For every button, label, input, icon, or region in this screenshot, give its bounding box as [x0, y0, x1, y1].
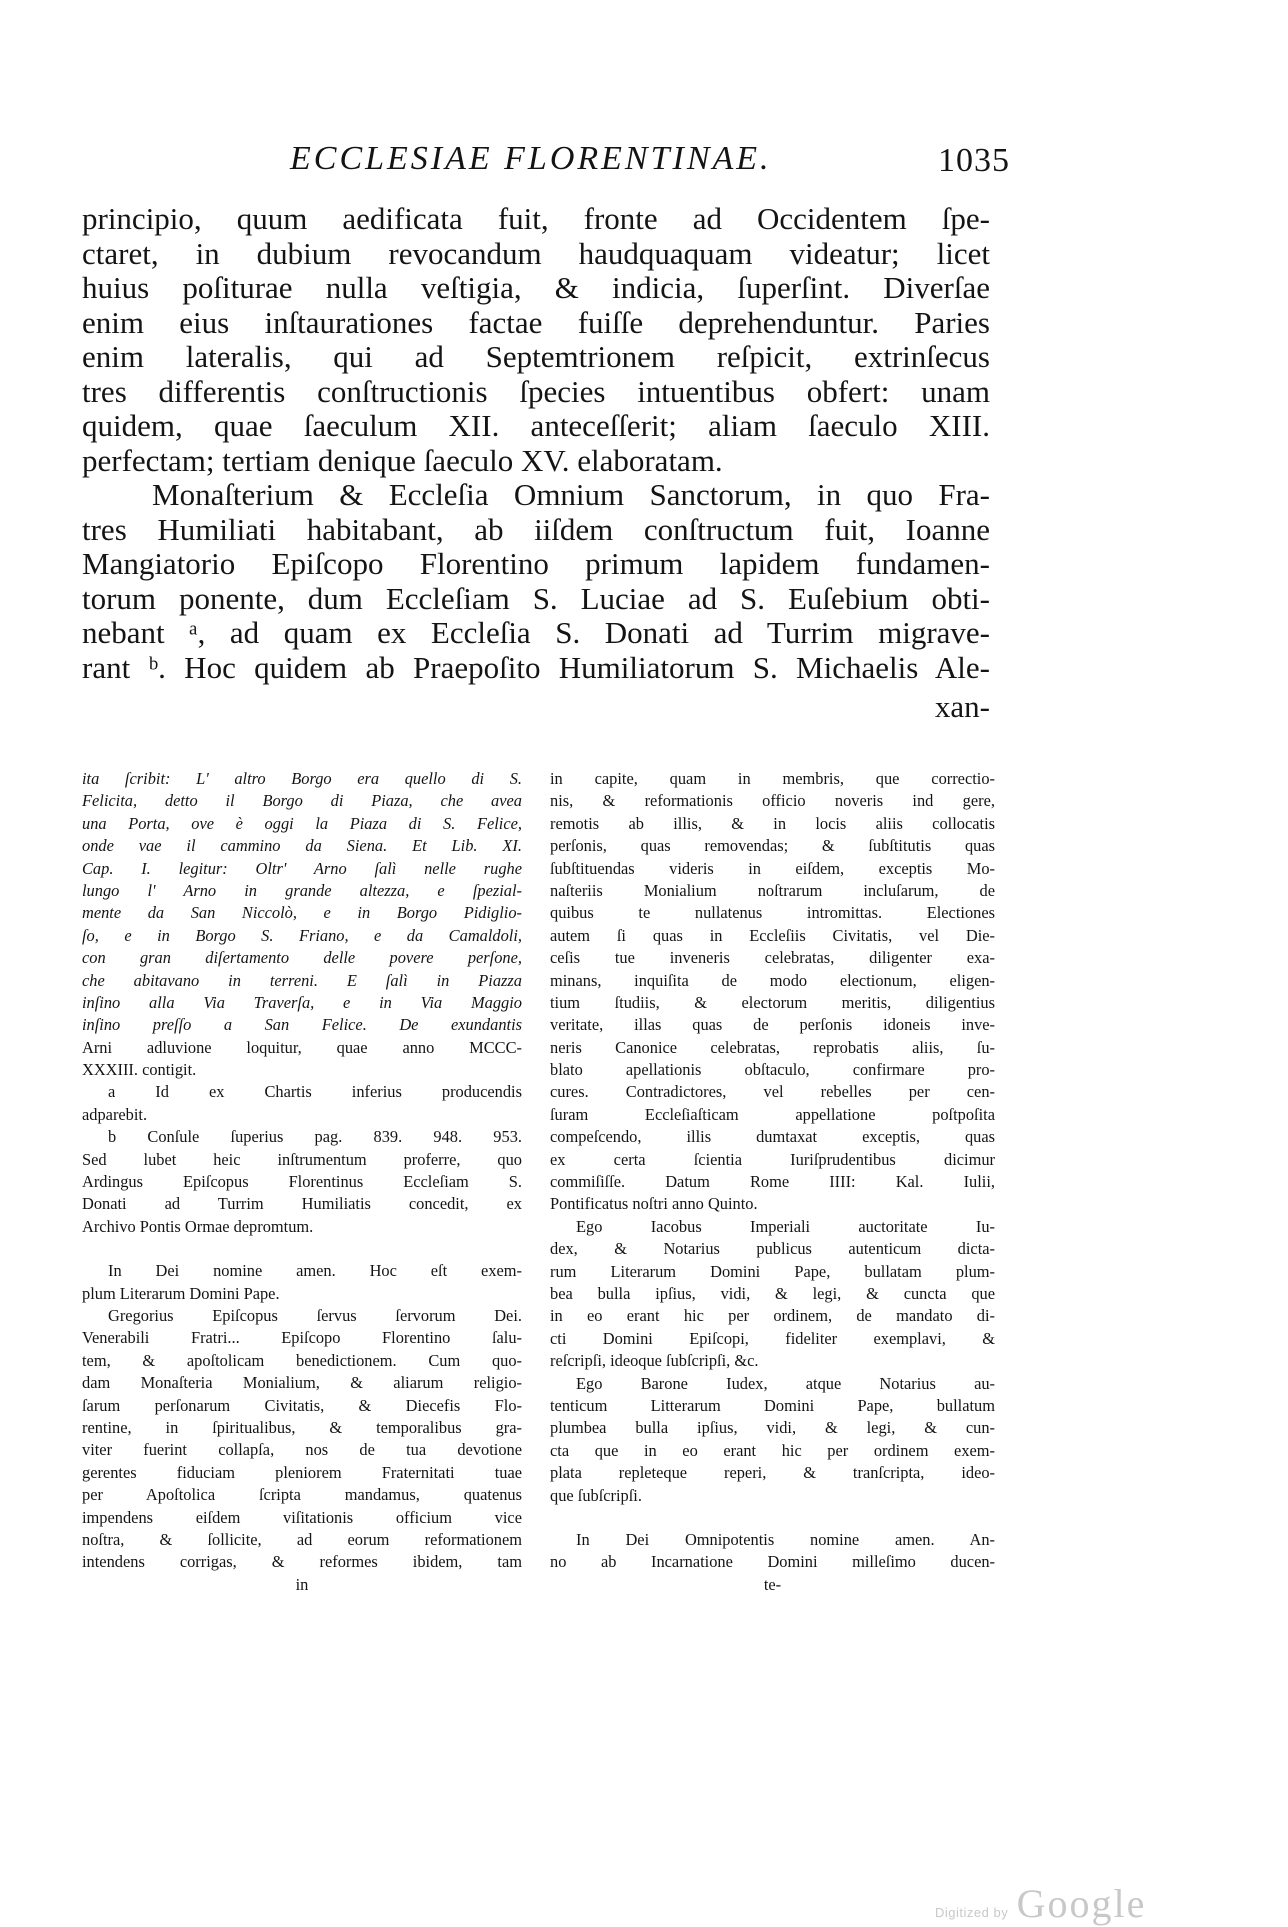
footnote-line: impendens eiſdem viſitationis officium vice — [82, 1507, 522, 1527]
footnote-line: commiſiſſe. Datum Rome IIII: Kal. Iulii, — [550, 1172, 995, 1192]
footnote-line: ſarum perſonarum Civitatis, & Diecefis Flo- — [82, 1395, 522, 1415]
footnote-line: quibus te nullatenus intromittas. Electiones — [550, 903, 995, 923]
paragraph-gap — [550, 1507, 995, 1529]
footnote-line: plata repleteque reperi, & tranſcripta, ideo- — [550, 1463, 995, 1483]
running-head — [290, 140, 1010, 192]
footnote-line: dam Monaſteria Monialium, & aliarum religio- — [82, 1373, 522, 1393]
main-text-line: rant ᵇ. Hoc quidem ab Praepoſito Humiliatorum S. Michaelis Ale- — [82, 650, 990, 685]
main-text-line: tres differentis conſtructionis ſpecies intuentibus obfert: unam — [82, 374, 990, 409]
footnote-b: b Conſule ſuperius pag. 839. 948. 953. — [108, 1127, 522, 1147]
footnote-line: Ardingus Epiſcopus Florentinus Eccleſiam S. — [82, 1172, 522, 1192]
footnote-line: adparebit. — [82, 1104, 148, 1124]
footnote-line: bea bulla ipſius, vidi, & legi, & cuncta que — [550, 1283, 995, 1303]
footnote-line: rum Literarum Domini Pape, bullatam plum- — [550, 1261, 995, 1281]
footnote-line: nis, & reformationis officio noveris ind gere, — [550, 791, 995, 811]
footnote-line: ceſis tue inveneris celebratas, diligenter exa- — [550, 948, 995, 968]
footnote-line: in eo erant hic per ordinem, de mandato di- — [550, 1306, 995, 1326]
main-text-line: Mangiatorio Epiſcopo Florentino primum lapidem fundamen- — [82, 547, 990, 581]
footnote-line: una Porta, ove è oggi la Piaza di S. Felice, — [82, 813, 522, 833]
footnote-line: Archivo Pontis Ormae depromtum. — [82, 1216, 314, 1236]
footnote-line: inſino preſſo a San Felice. De exundantis — [82, 1015, 522, 1035]
main-text-line: huius poſiturae nulla veſtigia, & indicia, ſuperſint. Diverſae — [82, 271, 990, 305]
main-text-block — [82, 202, 990, 685]
footnote-line: ſubſtituendas videris in eiſdem, exceptis Mo- — [550, 858, 995, 878]
main-text-line: tres Humiliati habitabant, ab iiſdem conſtructum fuit, Ioanne — [82, 512, 990, 547]
page-number: 1035 — [938, 142, 1010, 179]
footnotes-right-column — [550, 768, 995, 1596]
footnote-line: che abitavano in terreni. E ſalì in Piazza — [82, 970, 522, 990]
footnote-line: gerentes fiduciam pleniorem Fraternitati tuae — [82, 1462, 522, 1482]
footnote-line: plumbea bulla ipſius, vidi, & legi, & cun- — [550, 1418, 995, 1438]
column-catchword: in — [295, 1574, 309, 1594]
footnote-line: cures. Contradictores, vel rebelles per cen- — [550, 1082, 995, 1102]
footnote-line: rentine, in ſpiritualibus, & temporalibus gra- — [82, 1417, 522, 1437]
footnote-line: remotis ab illis, & in locis aliis collocatis — [550, 813, 995, 833]
footnote-line: noſtra, & ſollicite, ad eorum reformationem — [82, 1529, 522, 1549]
footnote-line: In Dei Omnipotentis nomine amen. An- — [576, 1529, 995, 1549]
footnote-line: compeſcendo, illis dumtaxat exceptis, quas — [550, 1127, 995, 1147]
footnote-line: In Dei nomine amen. Hoc eſt exem- — [108, 1261, 522, 1281]
footnote-line: ex certa ſcientia Iuriſprudentibus dicimur — [550, 1149, 995, 1169]
footnote-line: onde vae il cammino da Siena. Et Lib. XI. — [82, 836, 522, 856]
footnote-line: plum Literarum Domini Pape. — [82, 1283, 280, 1303]
footnote-line: viter fuerint collapſa, nos de tua devotione — [82, 1440, 522, 1460]
footnote-line: dex, & Notarius publicus autenticum dicta- — [550, 1239, 995, 1259]
footnote-line: ſo, e in Borgo S. Friano, e da Camaldoli, — [82, 925, 522, 945]
footnote-line: con gran diſertamento delle povere perſone, — [82, 948, 522, 968]
footnote-line: perſonis, quas removendas; & ſubſtitutis quas — [550, 836, 995, 856]
footnotes-left-column — [82, 768, 522, 1596]
footnote-line: intendens corrigas, & reformes ibidem, tam — [82, 1552, 522, 1572]
footnote-line: tium ſtudiis, & electorum meritis, diligentius — [550, 992, 995, 1012]
footnote-line: per Apoſtolica ſcripta mandamus, quatenus — [82, 1485, 522, 1505]
footnote-line: cta que in eo erant hic per ordinem exem- — [550, 1440, 995, 1460]
footnote-a: a Id ex Chartis inferius producendis — [108, 1082, 522, 1102]
main-text-line: nebant ᵃ, ad quam ex Eccleſia S. Donati ad Turrim migrave- — [82, 616, 990, 650]
footnote-line: Pontificatus noſtri anno Quinto. — [550, 1194, 758, 1214]
digitized-watermark — [935, 1880, 1146, 1927]
footnote-line: neris Canonice celebratas, reprobatis aliis, ſu- — [550, 1037, 995, 1057]
footnote-line: Ego Iacobus Imperiali auctoritate Iu- — [576, 1216, 995, 1236]
footnote-line: ſuram Eccleſiaſticam appellatione poſtpoſita — [550, 1104, 995, 1124]
main-text-line: principio, quum aedificata fuit, fronte ad Occidentem ſpe- — [82, 202, 990, 236]
footnote-line: veritate, illas quas de perſonis idoneis inve- — [550, 1015, 995, 1035]
main-text-line: perfectam; tertiam denique ſaeculo XV. elaboratam. — [82, 443, 723, 478]
footnote-line: XXXIII. contigit. — [82, 1060, 197, 1080]
footnote-line: Gregorius Epiſcopus ſervus ſervorum Dei. — [108, 1305, 522, 1325]
main-text-line: quidem, quae ſaeculum XII. anteceſſerit; aliam ſaeculo XIII. — [82, 409, 990, 443]
footnote-line: inſino alla Via Traverſa, e in Via Maggio — [82, 992, 522, 1012]
footnote-line: reſcripſi, ideoque ſubſcripſi, &c. — [550, 1351, 759, 1371]
watermark-small-text: Digitized by — [935, 1905, 1009, 1920]
footnote-line: Felicita, detto il Borgo di Piaza, che avea — [82, 791, 522, 811]
footnote-line: Donati ad Turrim Humiliatis concedit, ex — [82, 1194, 522, 1214]
footnote-line: tem, & apoſtolicam benedictionem. Cum quo- — [82, 1350, 522, 1370]
footnote-line: Cap. I. legitur: Oltr' Arno ſalì nelle rughe — [82, 858, 522, 878]
footnote-line: cti Domini Epiſcopi, fideliter exemplavi, & — [550, 1328, 995, 1348]
footnote-line: in capite, quam in membris, que correctio- — [550, 769, 995, 788]
footnote-line: Sed lubet heic inſtrumentum proferre, quo — [82, 1149, 522, 1169]
footnote-line: mente da San Niccolò, e in Borgo Pidiglio- — [82, 903, 522, 923]
footnote-line: lungo l' Arno in grande altezza, e ſpezial- — [82, 880, 522, 900]
paragraph-gap — [82, 1238, 522, 1260]
footnote-line: Arni adluvione loquitur, quae anno MCCC- — [82, 1037, 522, 1057]
watermark-logo-text: Google — [1016, 1881, 1147, 1926]
running-title: ECCLESIAE FLORENTINAE. — [290, 140, 772, 177]
footnote-line: que ſubſcripſi. — [550, 1485, 642, 1505]
main-text-line: Monaſterium & Eccleſia Omnium Sanctorum, in quo Fra- — [152, 478, 990, 512]
catchword: xan- — [934, 689, 990, 724]
footnote-line: ita ſcribit: L' altro Borgo era quello di S. — [82, 769, 522, 788]
footnote-line: autem ſi quas in Eccleſiis Civitatis, vel Die- — [550, 925, 995, 945]
footnote-line: minans, inquiſita de modo electionum, eligen- — [550, 970, 995, 990]
footnote-line: no ab Incarnatione Domini milleſimo ducen- — [550, 1552, 995, 1572]
main-text-line: enim eius inſtaurationes factae fuiſſe deprehenduntur. Paries — [82, 305, 990, 340]
footnote-line: Ego Barone Iudex, atque Notarius au- — [576, 1373, 995, 1393]
footnote-line: naſteriis Monialium noſtrarum incluſarum, de — [550, 880, 995, 900]
main-text-line: torum ponente, dum Eccleſiam S. Luciae ad S. Euſebium obti- — [82, 581, 990, 616]
main-text-line: enim lateralis, qui ad Septemtrionem reſpicit, extrinſecus — [82, 340, 990, 374]
main-text-line: ctaret, in dubium revocandum haudquaquam videatur; licet — [82, 236, 990, 271]
footnote-line: Venerabili Fratri... Epiſcopo Florentino ſalu- — [82, 1328, 522, 1348]
column-catchword: te- — [763, 1574, 782, 1594]
footnote-line: blato apellationis obſtaculo, confirmare pro- — [550, 1060, 995, 1080]
footnote-line: tenticum Litterarum Domini Pape, bullatum — [550, 1395, 995, 1415]
